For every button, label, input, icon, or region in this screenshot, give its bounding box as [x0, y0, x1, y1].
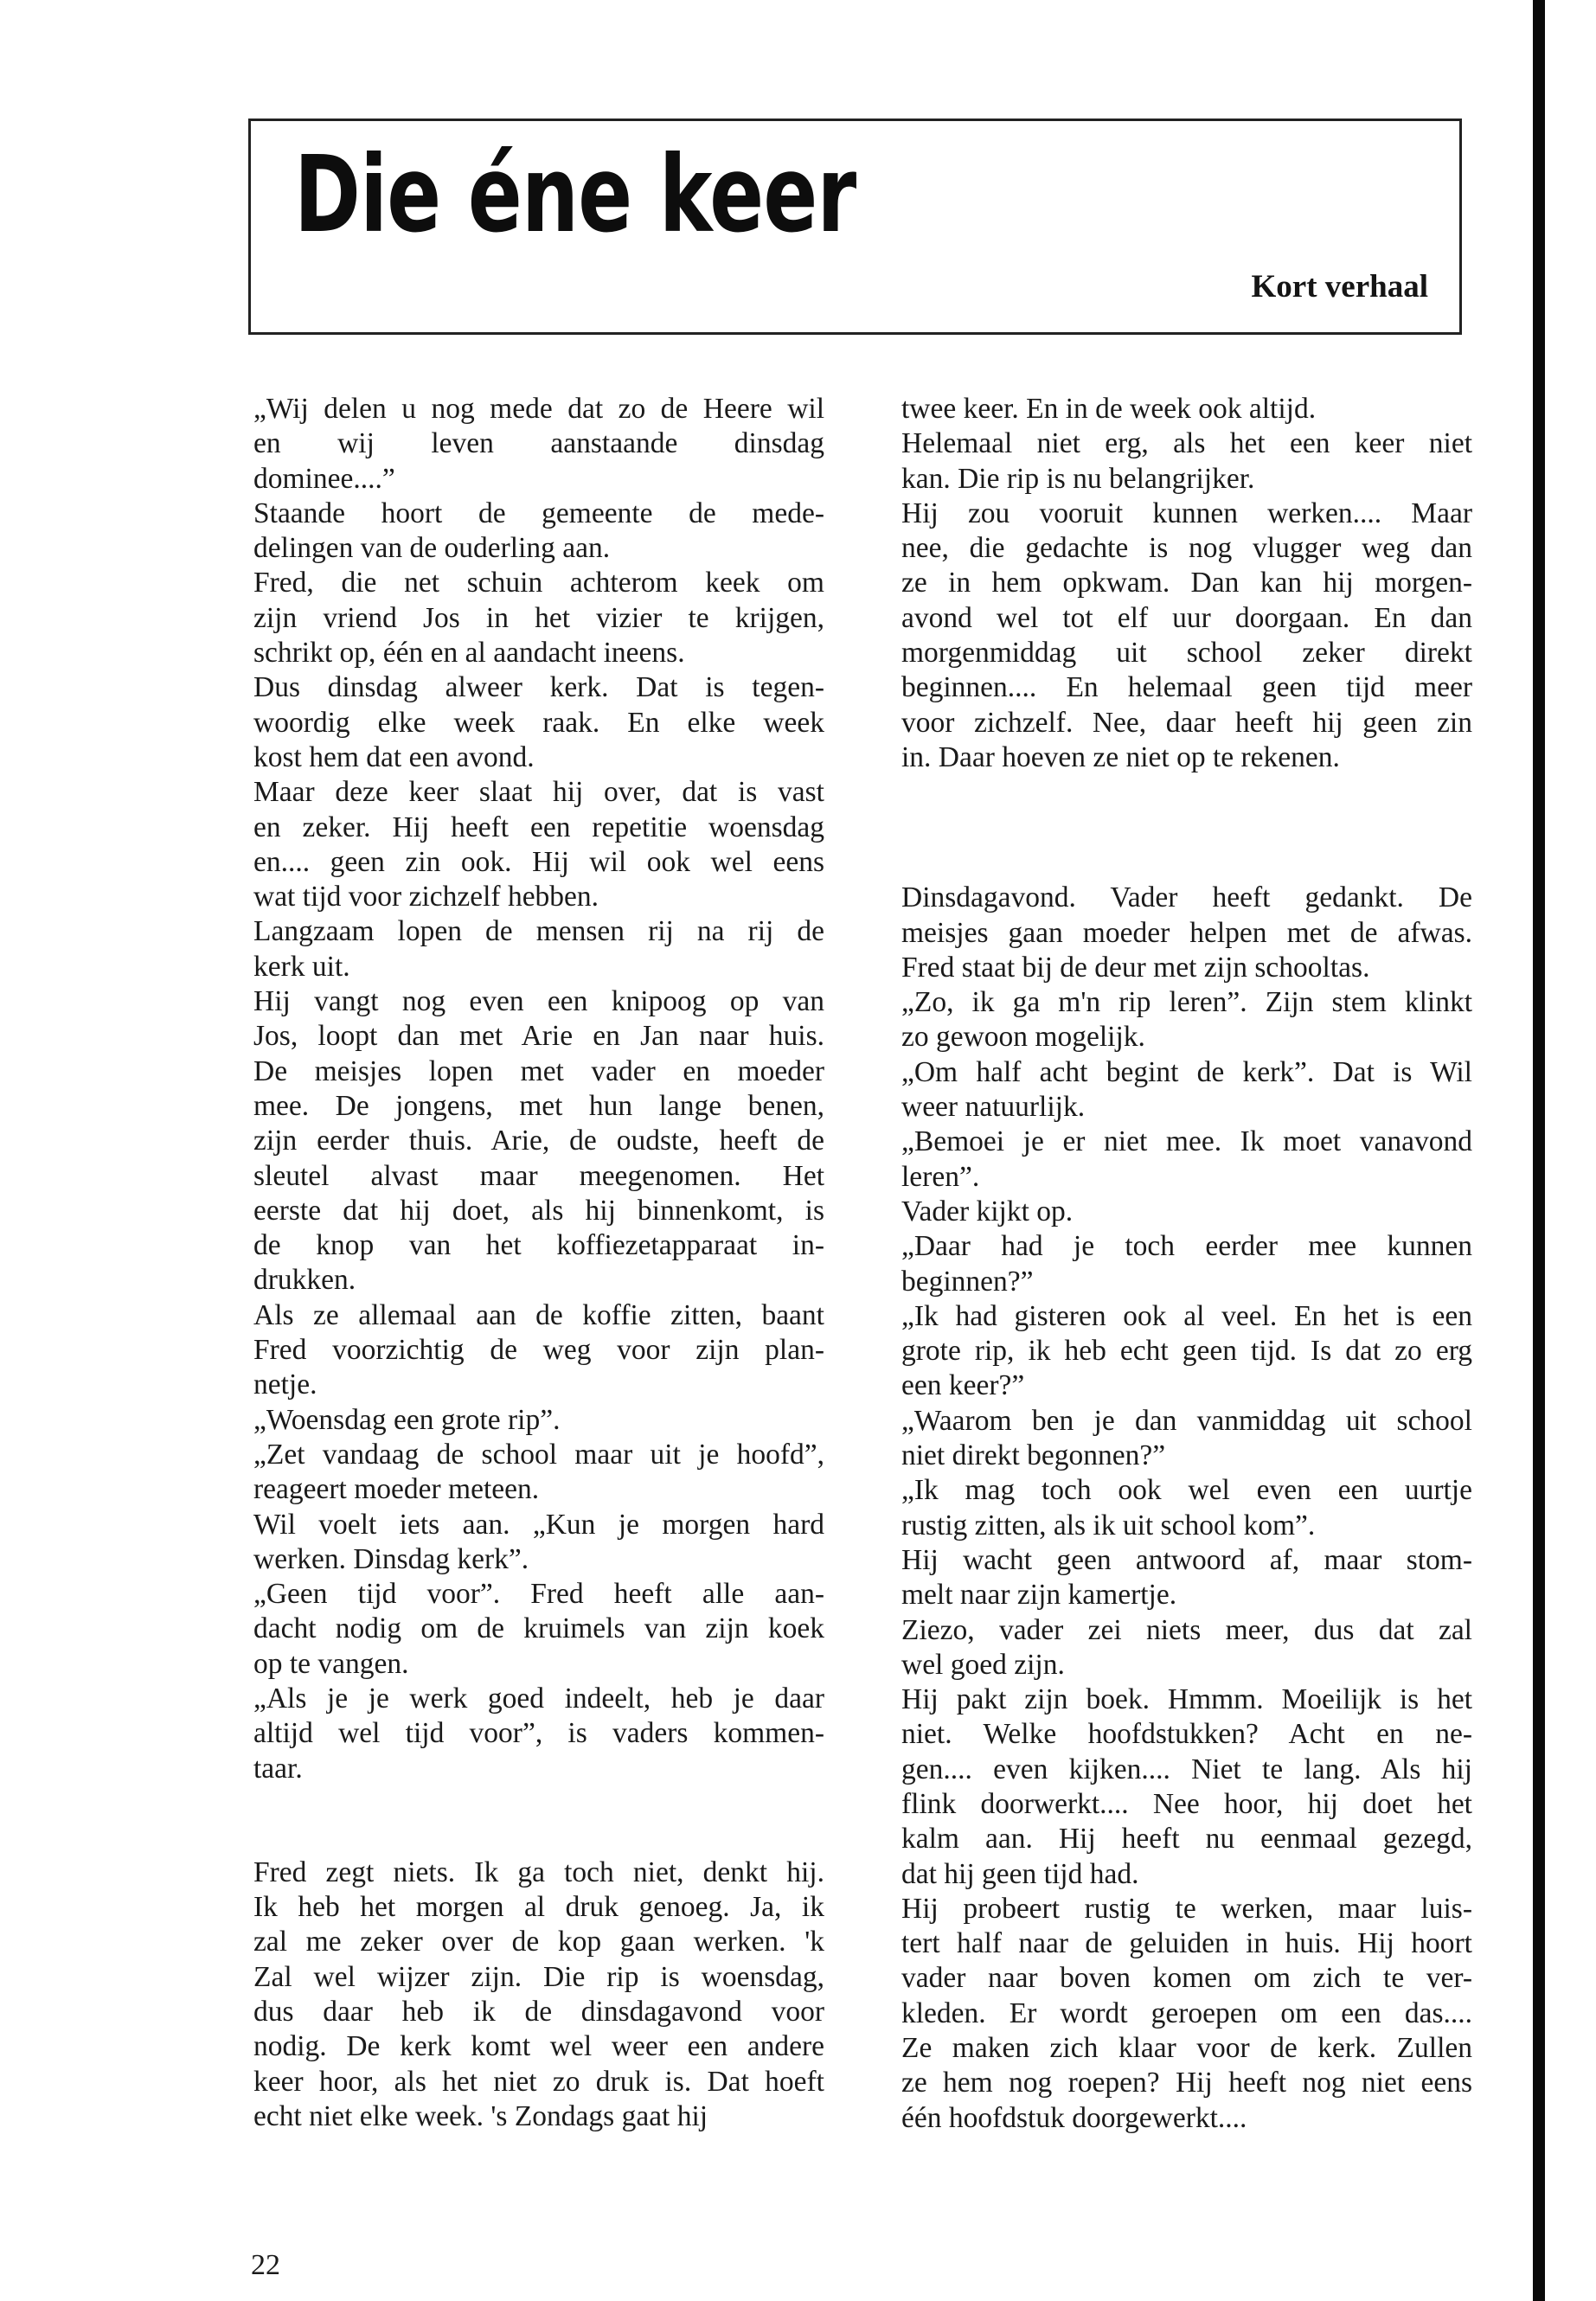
- paragraph-group: [253, 1856, 824, 2134]
- text-line: weer natuurlijk.: [901, 1091, 1086, 1124]
- text-line: flink doorwerkt.... Nee hoor, hij doet het: [901, 1787, 1472, 1820]
- text-line: de knop van het koffiezetapparaat in-: [253, 1229, 824, 1262]
- page-number: 22: [251, 2249, 280, 2281]
- text-line: dominee....”: [253, 462, 395, 495]
- column-left: [253, 392, 824, 2134]
- text-line: en zeker. Hij heeft een repetitie woensdag: [253, 811, 824, 843]
- text-line: Ziezo, vader zei niets meer, dus dat zal: [901, 1613, 1472, 1646]
- text-line: nee, die gedachte is nog vlugger weg dan: [901, 532, 1472, 565]
- text-line: melt naar zijn kamertje.: [901, 1579, 1177, 1612]
- text-line: voor zichzelf. Nee, daar heeft hij geen zin: [901, 706, 1472, 739]
- text-line: Hij zou vooruit kunnen werken.... Maar: [901, 497, 1472, 529]
- text-line: „Als je je werk goed indeelt, heb je daar: [253, 1682, 824, 1715]
- text-line: werken. Dinsdag kerk”.: [253, 1542, 529, 1575]
- text-line: Jos, loopt dan met Arie en Jan naar huis.: [253, 1020, 824, 1053]
- text-line: op te vangen.: [253, 1647, 409, 1680]
- text-line: „Woensdag een grote rip”.: [253, 1403, 561, 1436]
- text-line: „Bemoei je er niet mee. Ik moet vanavond: [901, 1125, 1472, 1158]
- title-box: [248, 119, 1462, 335]
- text-line: niet. Welke hoofdstukken? Acht en ne-: [901, 1718, 1472, 1751]
- text-line: reageert moeder meteen.: [253, 1473, 540, 1506]
- text-line: Fred, die net schuin achterom keek om: [253, 567, 824, 599]
- text-line: echt niet elke week. 's Zondags gaat hij: [253, 2099, 708, 2132]
- text-line: mee. De jongens, met hun lange benen,: [253, 1089, 824, 1122]
- text-line: Staande hoort de gemeente de mede-: [253, 497, 824, 529]
- text-line: Hij wacht geen antwoord af, maar stom-: [901, 1543, 1472, 1576]
- text-line: Als ze allemaal aan de koffie zitten, baant: [253, 1298, 824, 1331]
- text-line: „Waarom ben je dan vanmiddag uit school: [901, 1404, 1472, 1437]
- text-line: meisjes gaan moeder helpen met de afwas.: [901, 916, 1472, 949]
- text-line: avond wel tot elf uur doorgaan. En dan: [901, 601, 1472, 634]
- text-line: netje.: [253, 1368, 317, 1401]
- text-line: één hoofdstuk doorgewerkt....: [901, 2101, 1247, 2134]
- text-line: ze in hem opkwam. Dan kan hij morgen-: [901, 567, 1472, 599]
- text-line: schrikt op, één en al aandacht ineens.: [253, 637, 685, 670]
- text-line: De meisjes lopen met vader en moeder: [253, 1054, 824, 1087]
- section-gap: [253, 1786, 824, 1856]
- text-line: grote rip, ik heb echt geen tijd. Is dat zo erg: [901, 1335, 1472, 1368]
- text-line: Fred voorzichtig de weg voor zijn plan-: [253, 1334, 824, 1367]
- text-line: wel goed zijn.: [901, 1648, 1065, 1681]
- text-line: kan. Die rip is nu belangrijker.: [901, 462, 1255, 495]
- text-line: „Daar had je toch eerder mee kunnen: [901, 1230, 1472, 1263]
- text-line: Maar deze keer slaat hij over, dat is vast: [253, 776, 824, 809]
- text-line: kerk uit.: [253, 950, 350, 983]
- column-right: [901, 392, 1472, 2136]
- text-line: „Zet vandaag de school maar uit je hoofd”,: [253, 1438, 824, 1471]
- text-line: dacht nodig om de kruimels van zijn koek: [253, 1612, 824, 1645]
- text-line: beginnen?”: [901, 1265, 1034, 1298]
- text-line: Dus dinsdag alweer kerk. Dat is tegen-: [253, 671, 824, 704]
- text-line: Langzaam lopen de mensen rij na rij de: [253, 915, 824, 948]
- text-line: Fred staat bij de deur met zijn schooltas.: [901, 951, 1370, 984]
- text-line: zal me zeker over de kop gaan werken. 'k: [253, 1926, 824, 1958]
- text-line: ze hem nog roepen? Hij heeft nog niet eens: [901, 2067, 1472, 2099]
- text-line: „Zo, ik ga m'n rip leren”. Zijn stem klinkt: [901, 986, 1472, 1019]
- text-line: „Ik had gisteren ook al veel. En het is een: [901, 1299, 1472, 1332]
- text-line: in. Daar hoeven ze niet op te rekenen.: [901, 740, 1340, 773]
- text-line: niet direkt begonnen?”: [901, 1439, 1166, 1472]
- text-line: drukken.: [253, 1264, 356, 1297]
- text-line: twee keer. En in de week ook altijd.: [901, 393, 1317, 425]
- text-line: vader naar boven komen om zich te ver-: [901, 1962, 1472, 1995]
- text-line: gen.... even kijken.... Niet te lang. Als hij: [901, 1753, 1472, 1785]
- text-line: zijn eerder thuis. Arie, de oudste, heeft de: [253, 1125, 824, 1157]
- text-line: kost hem dat een avond.: [253, 740, 535, 773]
- text-line: sleutel alvast maar meegenomen. Het: [253, 1159, 824, 1192]
- text-line: Helemaal niet erg, als het een keer niet: [901, 427, 1472, 460]
- paragraph-group: [253, 392, 824, 1786]
- text-line: zo gewoon mogelijk.: [901, 1021, 1145, 1054]
- text-line: dat hij geen tijd had.: [901, 1857, 1139, 1890]
- text-line: kalm aan. Hij heeft nu eenmaal gezegd,: [901, 1823, 1472, 1856]
- text-line: Vader kijkt op.: [901, 1195, 1074, 1227]
- text-line: „Wij delen u nog mede dat zo de Heere wil: [253, 393, 824, 425]
- text-line: Fred zegt niets. Ik ga toch niet, denkt hij.: [253, 1856, 824, 1888]
- page-edge-rule: [1533, 0, 1545, 2301]
- text-line: „Om half acht begint de kerk”. Dat is Wil: [901, 1055, 1472, 1088]
- text-line: morgenmiddag uit school zeker direkt: [901, 637, 1472, 670]
- article-title: Die éne keer: [294, 133, 856, 256]
- text-line: Ik heb het morgen al druk genoeg. Ja, ik: [253, 1891, 824, 1924]
- text-line: taar.: [253, 1752, 303, 1785]
- text-line: delingen van de ouderling aan.: [253, 532, 611, 565]
- text-line: en wij leven aanstaande dinsdag: [253, 427, 824, 460]
- text-line: dus daar heb ik de dinsdagavond voor: [253, 1996, 824, 2029]
- text-line: Wil voelt iets aan. „Kun je morgen hard: [253, 1508, 824, 1541]
- text-line: wat tijd voor zichzelf hebben.: [253, 881, 599, 913]
- article-subtitle: Kort verhaal: [1251, 269, 1428, 304]
- text-line: altijd wel tijd voor”, is vaders kommen-: [253, 1717, 824, 1750]
- text-line: Ze maken zich klaar voor de kerk. Zullen: [901, 2032, 1472, 2065]
- text-line: kleden. Er wordt geroepen om een das....: [901, 1997, 1472, 2029]
- text-line: rustig zitten, als ik uit school kom”.: [901, 1509, 1316, 1541]
- text-line: nodig. De kerk komt wel weer een andere: [253, 2030, 824, 2063]
- text-line: leren”.: [901, 1160, 980, 1193]
- text-line: Hij pakt zijn boek. Hmmm. Moeilijk is het: [901, 1683, 1472, 1716]
- text-line: „Ik mag toch ook wel even een uurtje: [901, 1474, 1472, 1507]
- paragraph-group: [901, 881, 1472, 2136]
- text-line: Zal wel wijzer zijn. Die rip is woensdag,: [253, 1960, 824, 1993]
- text-line: Dinsdagavond. Vader heeft gedankt. De: [901, 881, 1472, 914]
- text-line: een keer?”: [901, 1369, 1025, 1402]
- section-gap: [901, 775, 1472, 881]
- text-line: Hij probeert rustig te werken, maar luis-: [901, 1892, 1472, 1925]
- text-line: beginnen.... En helemaal geen tijd meer: [901, 671, 1472, 704]
- text-line: woordig elke week raak. En elke week: [253, 706, 824, 739]
- text-line: „Geen tijd voor”. Fred heeft alle aan-: [253, 1578, 824, 1611]
- text-line: keer hoor, als het niet zo druk is. Dat hoeft: [253, 2065, 824, 2098]
- text-line: zijn vriend Jos in het vizier te krijgen,: [253, 601, 824, 634]
- text-line: Hij vangt nog even een knipoog op van: [253, 985, 824, 1018]
- text-line: en.... geen zin ook. Hij wil ook wel eens: [253, 845, 824, 878]
- paragraph-group: [901, 392, 1472, 775]
- text-line: eerste dat hij doet, als hij binnenkomt, is: [253, 1194, 824, 1227]
- text-line: tert half naar de geluiden in huis. Hij hoort: [901, 1927, 1472, 1960]
